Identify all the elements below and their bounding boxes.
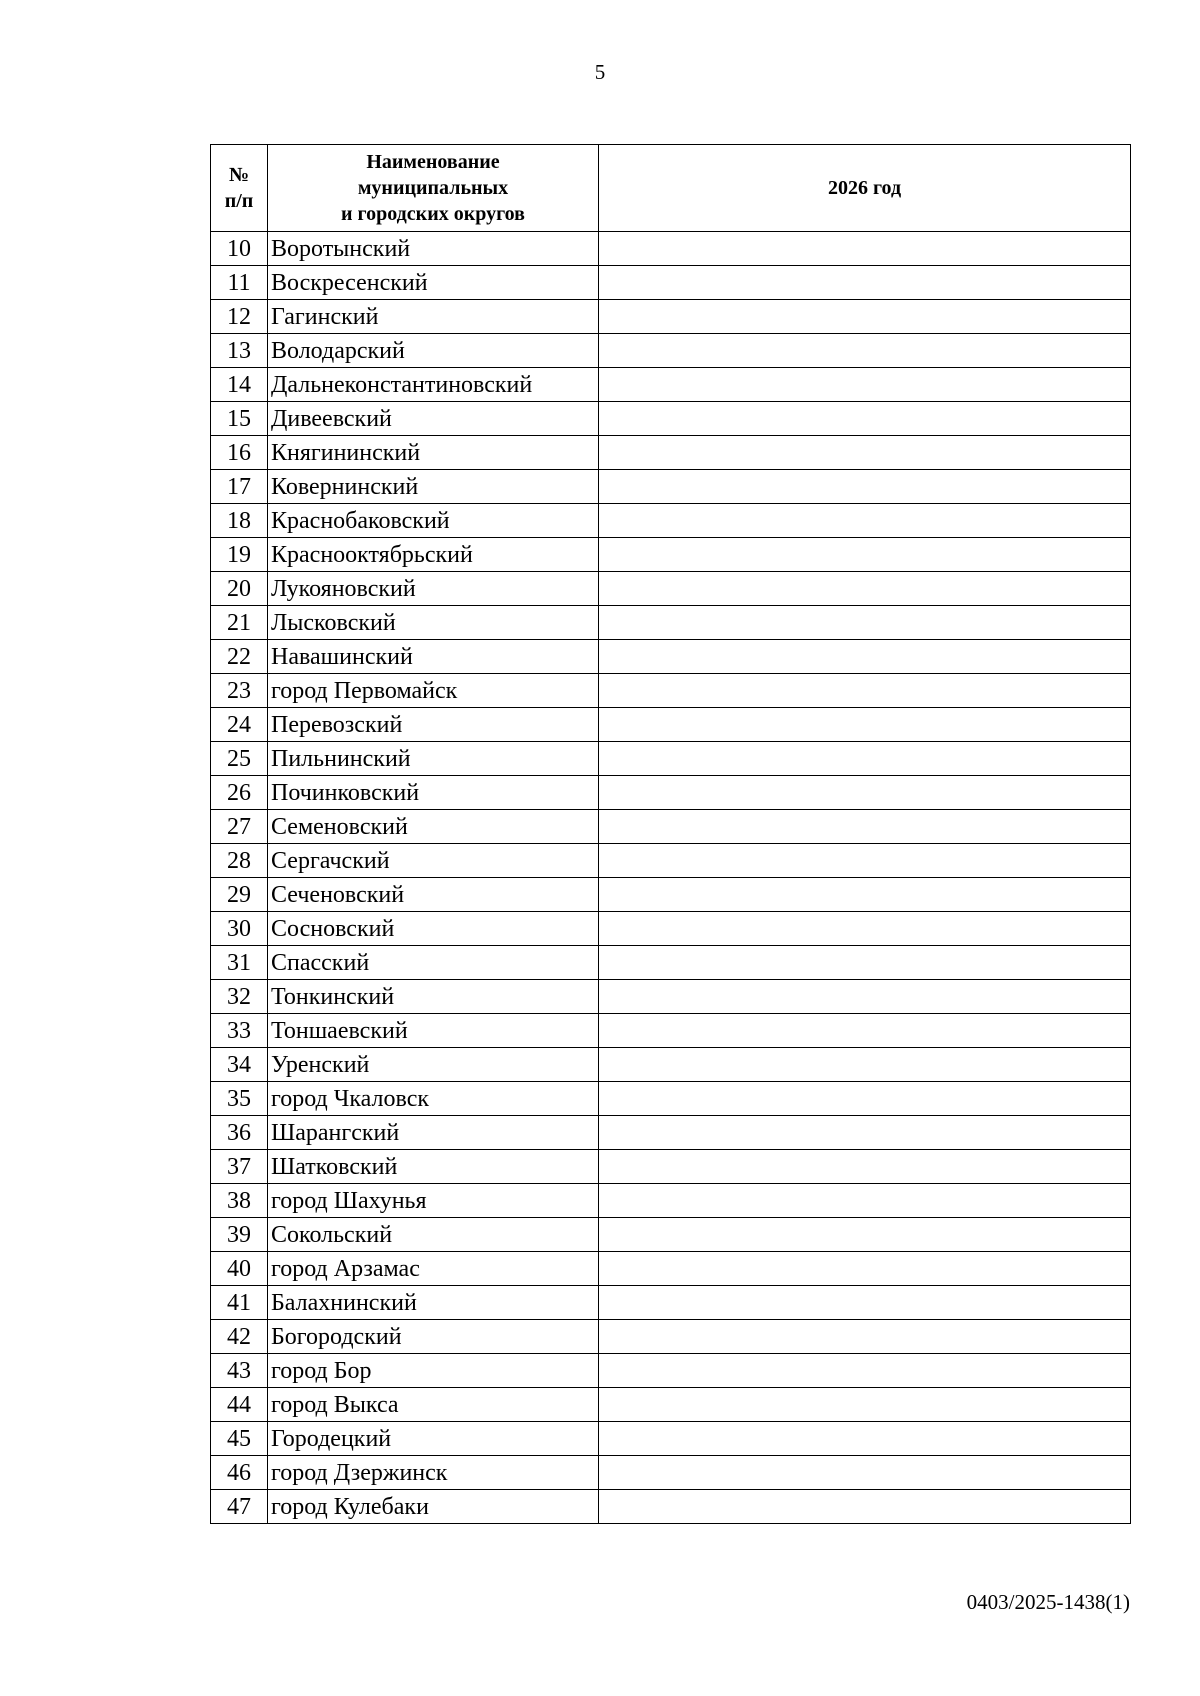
table-row [211, 266, 1131, 300]
district-name: город Бор [268, 1354, 599, 1388]
district-name: город Чкаловск [268, 1082, 599, 1116]
table-row [211, 980, 1131, 1014]
year-2026-value [599, 878, 1131, 912]
page-number: 5 [594, 60, 606, 84]
year-2026-value [599, 1150, 1131, 1184]
row-number: 43 [211, 1354, 268, 1388]
district-name: Уренский [268, 1048, 599, 1082]
table-row [211, 606, 1131, 640]
row-number: 27 [211, 810, 268, 844]
district-name: Княгининский [268, 436, 599, 470]
row-number: 17 [211, 470, 268, 504]
district-name: город Первомайск [268, 674, 599, 708]
row-number: 40 [211, 1252, 268, 1286]
year-2026-value [599, 1422, 1131, 1456]
district-name: Гагинский [268, 300, 599, 334]
header-district-name: Наименование муниципальных и городских округов [268, 145, 599, 232]
table-row [211, 844, 1131, 878]
table-row [211, 1286, 1131, 1320]
year-2026-value [599, 334, 1131, 368]
district-name: Лысковский [268, 606, 599, 640]
year-2026-value [599, 810, 1131, 844]
table-row [211, 674, 1131, 708]
row-number: 14 [211, 368, 268, 402]
row-number: 26 [211, 776, 268, 810]
district-name: Семеновский [268, 810, 599, 844]
table-row [211, 1014, 1131, 1048]
document-code: 0403/2025-1438(1) [966, 1590, 1130, 1614]
district-name: Краснобаковский [268, 504, 599, 538]
district-name: Воскресенский [268, 266, 599, 300]
row-number: 13 [211, 334, 268, 368]
year-2026-value [599, 1286, 1131, 1320]
year-2026-value [599, 1388, 1131, 1422]
district-name: город Дзержинск [268, 1456, 599, 1490]
table-row [211, 912, 1131, 946]
header-number: № п/п [211, 145, 268, 232]
row-number: 42 [211, 1320, 268, 1354]
row-number: 36 [211, 1116, 268, 1150]
year-2026-value [599, 402, 1131, 436]
table-row [211, 946, 1131, 980]
table-row [211, 470, 1131, 504]
district-name: Володарский [268, 334, 599, 368]
table-row [211, 232, 1131, 266]
table-row [211, 878, 1131, 912]
year-2026-value [599, 1184, 1131, 1218]
row-number: 44 [211, 1388, 268, 1422]
year-2026-value [599, 606, 1131, 640]
year-2026-value [599, 1320, 1131, 1354]
table-row [211, 300, 1131, 334]
year-2026-value [599, 266, 1131, 300]
row-number: 12 [211, 300, 268, 334]
year-2026-value [599, 844, 1131, 878]
year-2026-value [599, 300, 1131, 334]
table-row [211, 708, 1131, 742]
row-number: 19 [211, 538, 268, 572]
year-2026-value [599, 708, 1131, 742]
year-2026-value [599, 572, 1131, 606]
district-name: город Шахунья [268, 1184, 599, 1218]
district-name: Дивеевский [268, 402, 599, 436]
district-name: Навашинский [268, 640, 599, 674]
table-row [211, 1218, 1131, 1252]
year-2026-value [599, 640, 1131, 674]
row-number: 47 [211, 1490, 268, 1524]
row-number: 20 [211, 572, 268, 606]
row-number: 10 [211, 232, 268, 266]
year-2026-value [599, 1048, 1131, 1082]
table-row [211, 1252, 1131, 1286]
table-header-row [211, 145, 1131, 232]
district-name: Богородский [268, 1320, 599, 1354]
row-number: 37 [211, 1150, 268, 1184]
district-name: Тоншаевский [268, 1014, 599, 1048]
district-name: Ковернинский [268, 470, 599, 504]
table-row [211, 1456, 1131, 1490]
row-number: 39 [211, 1218, 268, 1252]
row-number: 23 [211, 674, 268, 708]
year-2026-value [599, 1082, 1131, 1116]
row-number: 33 [211, 1014, 268, 1048]
row-number: 21 [211, 606, 268, 640]
year-2026-value [599, 1116, 1131, 1150]
row-number: 24 [211, 708, 268, 742]
row-number: 45 [211, 1422, 268, 1456]
district-name: Лукояновский [268, 572, 599, 606]
table-row [211, 572, 1131, 606]
table-row [211, 810, 1131, 844]
district-name: Сеченовский [268, 878, 599, 912]
row-number: 30 [211, 912, 268, 946]
row-number: 22 [211, 640, 268, 674]
table-row [211, 1082, 1131, 1116]
district-name: город Выкса [268, 1388, 599, 1422]
districts-table [210, 144, 1131, 1524]
table-row [211, 1354, 1131, 1388]
year-2026-value [599, 946, 1131, 980]
district-name: Шарангский [268, 1116, 599, 1150]
district-name: Городецкий [268, 1422, 599, 1456]
district-name: Сергачский [268, 844, 599, 878]
year-2026-value [599, 1490, 1131, 1524]
year-2026-value [599, 504, 1131, 538]
district-name: город Кулебаки [268, 1490, 599, 1524]
year-2026-value [599, 1218, 1131, 1252]
year-2026-value [599, 674, 1131, 708]
district-name: Сокольский [268, 1218, 599, 1252]
table-row [211, 1320, 1131, 1354]
header-year-2026: 2026 год [599, 145, 1131, 232]
district-name: Шатковский [268, 1150, 599, 1184]
district-name: Спасский [268, 946, 599, 980]
district-name: Балахнинский [268, 1286, 599, 1320]
year-2026-value [599, 742, 1131, 776]
table-row [211, 538, 1131, 572]
year-2026-value [599, 232, 1131, 266]
year-2026-value [599, 776, 1131, 810]
row-number: 18 [211, 504, 268, 538]
year-2026-value [599, 470, 1131, 504]
year-2026-value [599, 980, 1131, 1014]
year-2026-value [599, 1252, 1131, 1286]
district-name: Сосновский [268, 912, 599, 946]
district-name: Перевозский [268, 708, 599, 742]
row-number: 16 [211, 436, 268, 470]
row-number: 46 [211, 1456, 268, 1490]
table-row [211, 1388, 1131, 1422]
table-row [211, 368, 1131, 402]
table-row [211, 776, 1131, 810]
row-number: 11 [211, 266, 268, 300]
district-name: Пильнинский [268, 742, 599, 776]
table-row [211, 504, 1131, 538]
row-number: 25 [211, 742, 268, 776]
district-name: Починковский [268, 776, 599, 810]
table-row [211, 436, 1131, 470]
row-number: 32 [211, 980, 268, 1014]
year-2026-value [599, 436, 1131, 470]
row-number: 38 [211, 1184, 268, 1218]
table-row [211, 1150, 1131, 1184]
row-number: 35 [211, 1082, 268, 1116]
row-number: 28 [211, 844, 268, 878]
table-row [211, 402, 1131, 436]
table-row [211, 1422, 1131, 1456]
row-number: 41 [211, 1286, 268, 1320]
row-number: 34 [211, 1048, 268, 1082]
row-number: 29 [211, 878, 268, 912]
row-number: 15 [211, 402, 268, 436]
year-2026-value [599, 538, 1131, 572]
year-2026-value [599, 1014, 1131, 1048]
district-name: город Арзамас [268, 1252, 599, 1286]
table-row [211, 640, 1131, 674]
year-2026-value [599, 1354, 1131, 1388]
table-row [211, 742, 1131, 776]
district-name: Воротынский [268, 232, 599, 266]
year-2026-value [599, 912, 1131, 946]
district-name: Дальнеконстантиновский [268, 368, 599, 402]
table-row [211, 1490, 1131, 1524]
year-2026-value [599, 368, 1131, 402]
table-row [211, 1048, 1131, 1082]
year-2026-value [599, 1456, 1131, 1490]
district-name: Тонкинский [268, 980, 599, 1014]
table-row [211, 1184, 1131, 1218]
table-body [211, 232, 1131, 1524]
table-row [211, 334, 1131, 368]
table-row [211, 1116, 1131, 1150]
district-name: Краснооктябрьский [268, 538, 599, 572]
row-number: 31 [211, 946, 268, 980]
